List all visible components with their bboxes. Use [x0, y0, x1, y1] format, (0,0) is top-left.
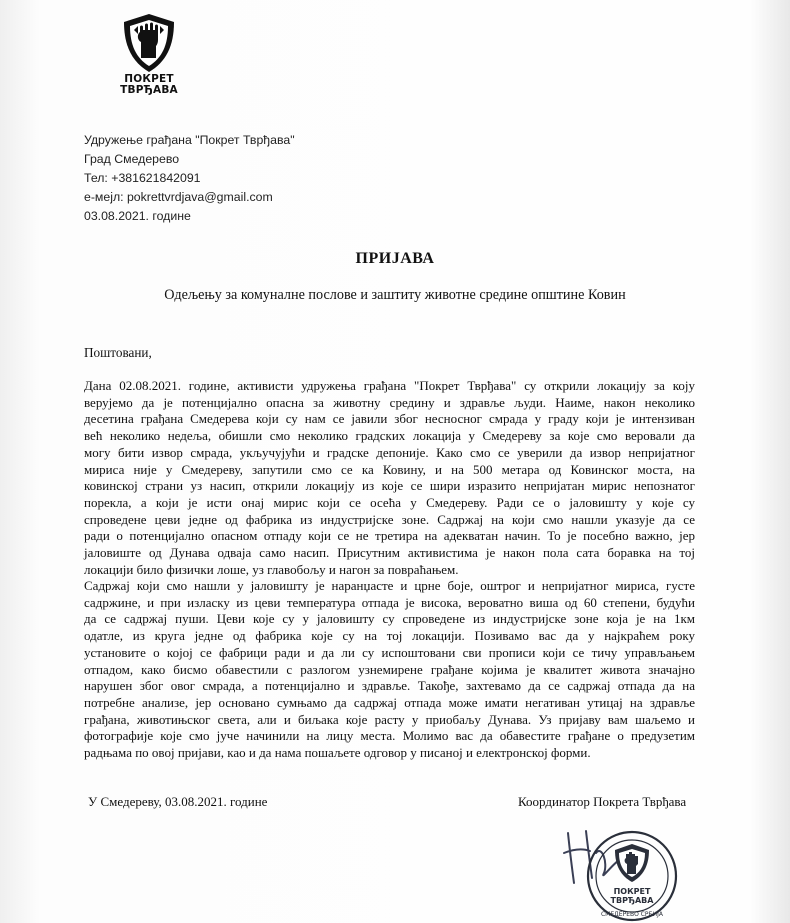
paragraph-line: јаловиште од Дунава одваја само насип. Присутним активистима је након пола сата боравка на тој: [84, 545, 695, 561]
sender-block: [84, 131, 295, 226]
paragraph-line: мириса није у Смедереву, запутили смо се ка Ковину, и на 500 метара од Ковинског моста, на: [84, 461, 695, 477]
coordinator-title: Координатор Покрета Тврђава: [518, 794, 687, 809]
paragraph-line: већ неколико недеља, обишли смо неколико градских локација у Смедереву за које смо веровали да: [84, 428, 695, 444]
paragraph-line: Дана 02.08.2021. године, активисти удружења грађана "Покрет Тврђава" су открили локацију за коју: [84, 378, 695, 393]
stamp-line-1: ПОКРЕТ: [613, 887, 651, 896]
document-subtitle: Одељењу за комуналне послове и заштиту животне средине општине Ковин: [164, 287, 626, 303]
paragraph-line: спроведене цеви једне од фабрика из индустријске зоне. Садржај на који смо нашли указује да се: [84, 511, 695, 527]
sender-email: е-мејл: pokrettvrdjava@gmail.com: [84, 190, 273, 204]
paragraph-line: Садржај који смо нашли у јаловишту је наранџасте и црне боје, оштрог и непријатног мириса, густе: [84, 578, 695, 593]
paragraph-line: нарушен због овог смрада, а потенцијално и здравље. Такође, захтевамо да се садржај отпада да на: [84, 678, 695, 694]
greeting: Поштовани,: [84, 345, 152, 360]
paragraph-line: потребне анализе, јер основано сумњамо да садржај отпада може имати негативан утицај на здравље: [84, 694, 695, 710]
document-title: ПРИЈАВА: [355, 250, 435, 267]
paragraph-line: ради о потенцијално опасном отпаду који се не третира на адекватан начин. То је посебно важно, јер: [84, 528, 695, 544]
shield-fist-icon: [120, 12, 178, 74]
sender-city: Град Смедерево: [84, 152, 180, 166]
paragraph-line: радњама по овој пријави, као и да нама пошаљете одговор у писаној и електронској форми.: [84, 745, 591, 761]
paragraph-line: садржине, и при изласку из цеви температура отпада је висока, вероватно виша од 60 степени, будући: [84, 594, 695, 610]
paragraph-line: грађана, животињског света, али и биљака које расту у приобаљу Дунава. Уз пријаву вам шаљемо и: [84, 711, 695, 727]
sender-date: 03.08.2021. године: [84, 209, 191, 223]
paragraph-line: десетина грађана Смедерева који су нам се јавили због несносног смрада у граду који је интензиван: [84, 411, 695, 427]
paragraph-1: [84, 378, 695, 578]
paragraph-line: одатле, из круга једне од фабрика које су на тој локацији. Позивамо вас да у најкраћем року: [84, 628, 695, 644]
logo-line-2: ТВРЂАВА: [120, 84, 178, 96]
sender-phone: Тел: +381621842091: [84, 171, 201, 185]
paragraph-line: фотографије које смо јуче начинили на лицу места. Молимо вас да обавестите грађане о предузетим: [84, 728, 695, 744]
paragraph-line: установите о којој се фабрици ради и да ли су испоштовани сви прописи који се тичу управљањем: [84, 644, 695, 660]
paragraph-2: [84, 578, 695, 762]
paragraph-line: могу бити извор смрада, укључујући и градске депоније. Како смо се уверили да извор непријатног: [84, 444, 695, 460]
paragraph-line: да се садржај пуши. Цеви које су у јаловишту су спроведене из индустријске зоне која је на 1км: [84, 611, 695, 627]
paragraph-line: локацији било физички лоше, уз главобољу и нагон за повраћањем.: [84, 561, 459, 577]
logo-line-1: ПОКРЕТ: [124, 73, 174, 85]
organization-logo: [110, 12, 188, 104]
place-and-date: У Смедереву, 03.08.2021. године: [88, 794, 268, 809]
stamp-ring-text: СМЕДЕРЕВО СРБИЈА: [600, 911, 664, 918]
paragraph-line: порекла, а који је исти онај мирис који се осећа у Смедереву. Ради се о јаловишту у које су: [84, 494, 695, 510]
stamp-line-2: ТВРЂАВА: [610, 896, 654, 905]
paragraph-line: ковинској страни уз насип, открили локацију из које се шири изразито непријатан мирис непознатог: [84, 478, 695, 494]
paragraph-line: верујемо да је потенцијално опасна за животну средину и здравље људи. Наиме, након неколико: [84, 394, 695, 410]
paragraph-line: отпадом, како бисмо обавестили с разлогом узнемирене грађане којима је квалитет живота значајно: [84, 661, 695, 677]
sender-organization: Удружење грађана "Покрет Тврђава": [84, 133, 295, 147]
organization-stamp: [583, 828, 681, 923]
